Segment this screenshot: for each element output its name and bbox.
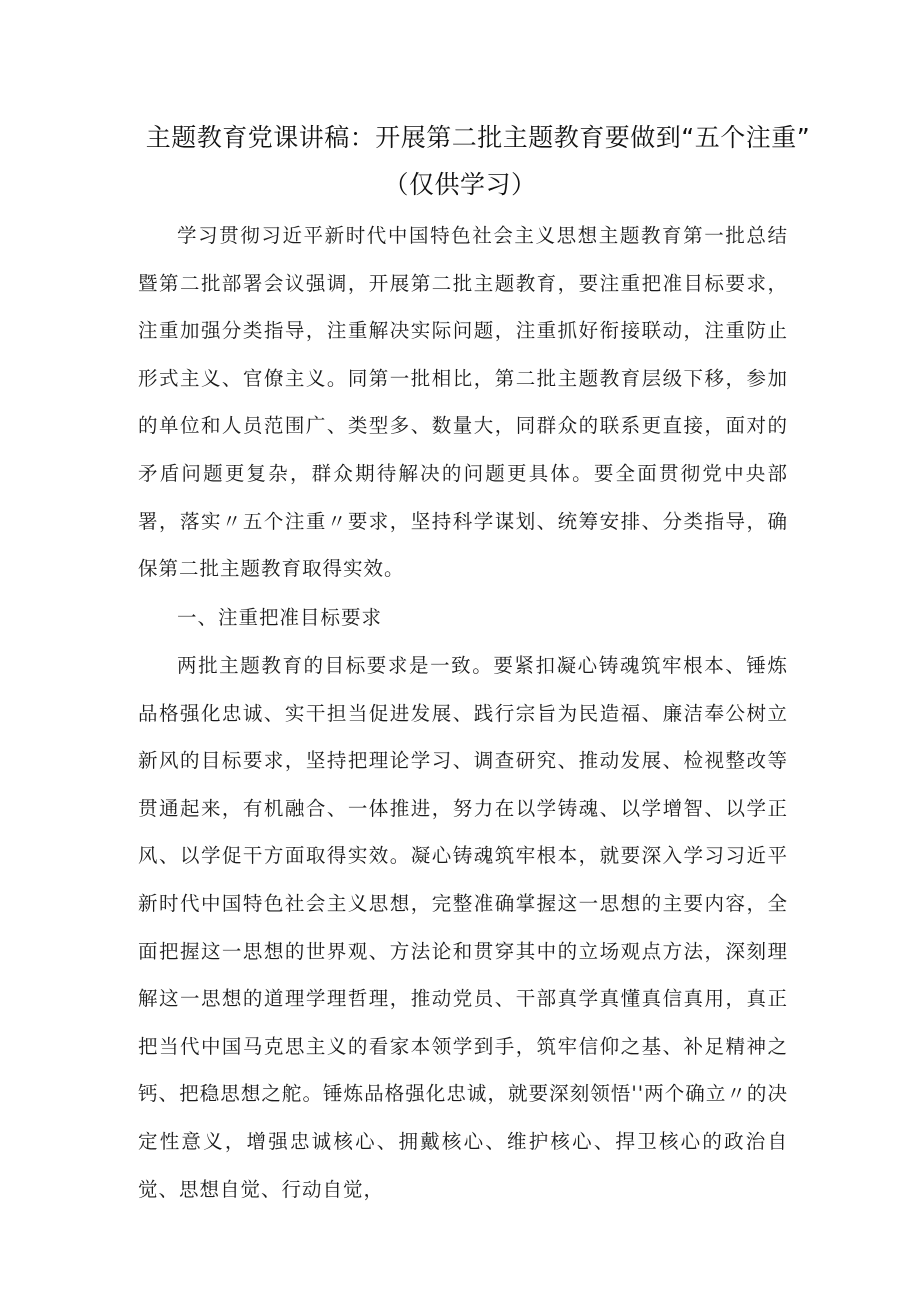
document-subtitle: （仅供学习） bbox=[383, 170, 537, 199]
section-heading: 一、注重把准目标要求 bbox=[177, 606, 383, 629]
paragraph-block bbox=[138, 594, 788, 642]
paragraph-block bbox=[138, 642, 788, 1213]
paragraph-block bbox=[138, 212, 788, 593]
document-title: 主题教育党课讲稿：开展第二批主题教育要做到“五个注重” bbox=[145, 123, 811, 152]
paragraph-intro: 学习贯彻习近平新时代中国特色社会主义思想主题教育第一批总结暨第二批部署会议强调，开展第二批主题教育，要注重把准目标要求，注重加强分类指导，注重解决实际问题，注重抓好衔接联动，注重防止形式主义、官僚主义。同第一批相比，第二批主题教育层级下移，参加的单位和人员范围广、类型多、数量大，同群众的联系更直接，面对的矛盾问题更复杂，群众期待解决的问题更具体。要全面贯彻党中央部署，落实〃五个注重〃要求，坚持科学谋划、统筹安排、分类指导，确保第二批主题教育取得实效。 bbox=[138, 224, 788, 581]
paragraph-section-1: 两批主题教育的目标要求是一致。要紧扣凝心铸魂筑牢根本、锤炼品格强化忠诚、实干担当促进发展、践行宗旨为民造福、廉洁奉公树立新风的目标要求，坚持把理论学习、调查研究、推动发展、检视整改等贯通起来，有机融合、一体推进，努力在以学铸魂、以学增智、以学正风、以学促干方面取得实效。凝心铸魂筑牢根本，就要深入学习习近平新时代中国特色社会主义思想，完整准确掌握这一思想的主要内容，全面把握这一思想的世界观、方法论和贯穿其中的立场观点方法，深刻理解这一思想的道理学理哲理，推动党员、干部真学真懂真信真用，真正把当代中国马克思主义的看家本领学到手，筑牢信仰之基、补足精神之钙、把稳思想之舵。锤炼品格强化忠诚，就要深刻领悟''两个确立〃的决定性意义，增强忠诚核心、拥戴核心、维护核心、捍卫核心的政治自觉、思想自觉、行动自觉， bbox=[138, 654, 788, 1201]
